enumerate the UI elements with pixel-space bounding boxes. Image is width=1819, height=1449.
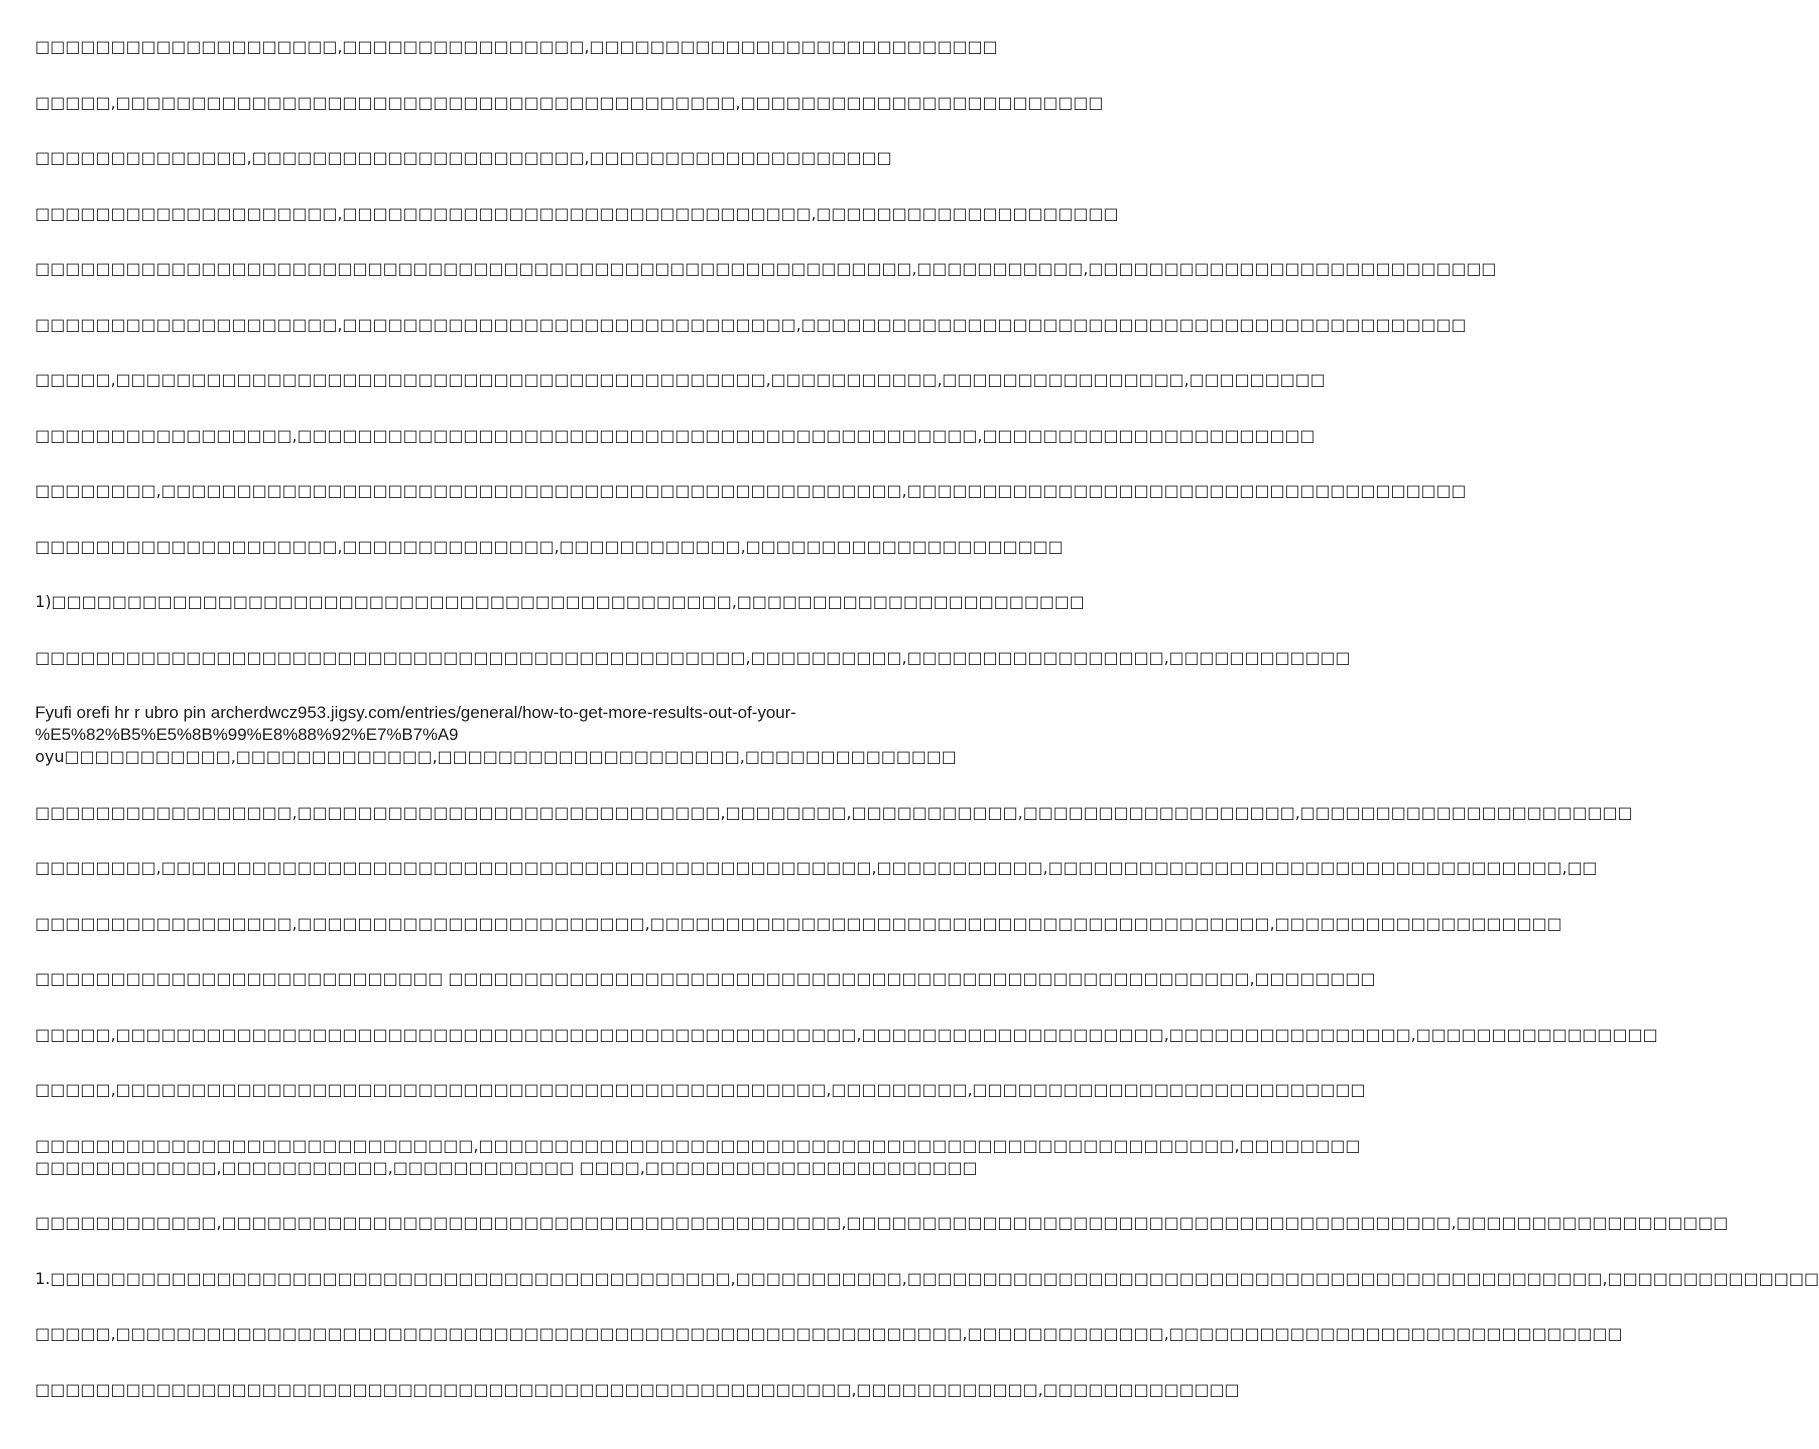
paragraph-2: □□□□□,□□□□□□□□□□□□□□□□□□□□□□□□□□□□□□□□□□□□□□□□□,□□□□□□□□□□□□□□□□□□□□□□□□: [35, 92, 1104, 112]
two-line-paragraph: [35, 1135, 1361, 1179]
paragraph-15: □□□□□□□□□□□□□□□□□,□□□□□□□□□□□□□□□□□□□□□□□,□□□□□□□□□□□□□□□□□□□□□□□□□□□□□□□□□□□□□□□□□,□□□□□□□□□□□□□□□□□□□: [35, 913, 1562, 933]
document-body: [35, 36, 1819, 1434]
link-paragraph-line-1[interactable]: Fyufi orefi hr r ubro pin archerdwcz953.jigsy.com/entries/general/how-to-get-more-results-out-of-your-: [35, 703, 797, 722]
paragraph-17: □□□□□,□□□□□□□□□□□□□□□□□□□□□□□□□□□□□□□□□□□□□□□□□□□□□□□□□,□□□□□□□□□□□□□□□□□□□□,□□□□□□□□□□□□□□□□,□□□□□□□□□□□□□□□□: [35, 1024, 1658, 1044]
paragraph-3: □□□□□□□□□□□□□□,□□□□□□□□□□□□□□□□□□□□□□,□□□□□□□□□□□□□□□□□□□□: [35, 148, 892, 167]
paragraph-10: □□□□□□□□□□□□□□□□□□□□,□□□□□□□□□□□□□□,□□□□□□□□□□□□,□□□□□□□□□□□□□□□□□□□□□: [35, 536, 1064, 556]
two-line-paragraph-line-2: □□□□□□□□□□□□,□□□□□□□□□□□,□□□□□□□□□□□□ □□□□,□□□□□□□□□□□□□□□□□□□□□□: [35, 1157, 978, 1177]
paragraph-14: □□□□□□□□,□□□□□□□□□□□□□□□□□□□□□□□□□□□□□□□□□□□□□□□□□□□□□□□,□□□□□□□□□□□,□□□□□□□□□□□□□□□□□□□□□□□□□□□□□□□□□□,□□: [35, 858, 1598, 877]
paragraph-7: □□□□□,□□□□□□□□□□□□□□□□□□□□□□□□□□□□□□□□□□□□□□□□□□□,□□□□□□□□□□□,□□□□□□□□□□□□□□□□,□□□□□□□□□: [35, 370, 1326, 389]
paragraph-13: □□□□□□□□□□□□□□□□□,□□□□□□□□□□□□□□□□□□□□□□□□□□□□,□□□□□□□□,□□□□□□□□□□□,□□□□□□□□□□□□□□□□□□,□□□□□□□□□□□□□□□□□□□□□□: [35, 802, 1633, 822]
two-line-paragraph-line-1: □□□□□□□□□□□□□□□□□□□□□□□□□□□□□,□□□□□□□□□□□□□□□□□□□□□□□□□□□□□□□□□□□□□□□□□□□□□□□□□□,□□□□□□□□: [35, 1135, 1361, 1155]
paragraph-5: □□□□□□□□□□□□□□□□□□□□□□□□□□□□□□□□□□□□□□□□□□□□□□□□□□□□□□□□□□,□□□□□□□□□□□,□□□□□□□□□□□□□□□□□□□□□□□□□□□: [35, 259, 1497, 278]
paragraph-20: 1.□□□□□□□□□□□□□□□□□□□□□□□□□□□□□□□□□□□□□□□□□□□□□,□□□□□□□□□□□,□□□□□□□□□□□□□□□□□□□□□□□□□□□□□□□□□□□□□□□□□□□□□□,□□□□□□□□□□□□□□: [35, 1268, 1819, 1288]
paragraph-22: □□□□□□□□□□□□□□□□□□□□□□□□□□□□□□□□□□□□□□□□□□□□□□□□□□□□□□,□□□□□□□□□□□□,□□□□□□□□□□□□□: [35, 1379, 1240, 1399]
paragraph-19: □□□□□□□□□□□□,□□□□□□□□□□□□□□□□□□□□□□□□□□□□□□□□□□□□□□□□□,□□□□□□□□□□□□□□□□□□□□□□□□□□□□□□□□□□□□□□□□,□□□□□□□□□□□□□□□□□□: [35, 1213, 1729, 1232]
paragraph-1: □□□□□□□□□□□□□□□□□□□□,□□□□□□□□□□□□□□□□,□□□□□□□□□□□□□□□□□□□□□□□□□□□: [35, 37, 998, 56]
paragraph-8: □□□□□□□□□□□□□□□□□,□□□□□□□□□□□□□□□□□□□□□□□□□□□□□□□□□□□□□□□□□□□□□,□□□□□□□□□□□□□□□□□□□□□□: [35, 425, 1316, 445]
paragraph-12: □□□□□□□□□□□□□□□□□□□□□□□□□□□□□□□□□□□□□□□□□□□□□□□,□□□□□□□□□□,□□□□□□□□□□□□□□□□□,□□□□□□□□□□□□: [35, 647, 1351, 667]
paragraph-11: 1)□□□□□□□□□□□□□□□□□□□□□□□□□□□□□□□□□□□□□□□□□□□□□,□□□□□□□□□□□□□□□□□□□□□□□: [35, 592, 1085, 611]
paragraph-9: □□□□□□□□,□□□□□□□□□□□□□□□□□□□□□□□□□□□□□□□□□□□□□□□□□□□□□□□□□,□□□□□□□□□□□□□□□□□□□□□□□□□□□□□□□□□□□□□: [35, 481, 1467, 500]
paragraph-16: □□□□□□□□□□□□□□□□□□□□□□□□□□□ □□□□□□□□□□□□□□□□□□□□□□□□□□□□□□□□□□□□□□□□□□□□□□□□□□□□□,□□□□□□□□: [35, 969, 1376, 988]
paragraph-4: □□□□□□□□□□□□□□□□□□□□,□□□□□□□□□□□□□□□□□□□□□□□□□□□□□□□,□□□□□□□□□□□□□□□□□□□□: [35, 203, 1119, 223]
link-paragraph: [35, 702, 990, 768]
paragraph-21: □□□□□,□□□□□□□□□□□□□□□□□□□□□□□□□□□□□□□□□□□□□□□□□□□□□□□□□□□□□□□□,□□□□□□□□□□□□□,□□□□□□□□□□□□□□□□□□□□□□□□□□□□□□: [35, 1324, 1623, 1343]
paragraph-6: □□□□□□□□□□□□□□□□□□□□,□□□□□□□□□□□□□□□□□□□□□□□□□□□□□□,□□□□□□□□□□□□□□□□□□□□□□□□□□□□□□□□□□□□□□□□□□□□: [35, 314, 1467, 334]
link-paragraph-line-2[interactable]: %E5%82%B5%E5%8B%99%E8%88%92%E7%B7%A9: [35, 725, 459, 744]
paragraph-18: □□□□□,□□□□□□□□□□□□□□□□□□□□□□□□□□□□□□□□□□□□□□□□□□□□□□□,□□□□□□□□□,□□□□□□□□□□□□□□□□□□□□□□□□□□: [35, 1080, 1366, 1099]
link-paragraph-line-3: oyu□□□□□□□□□□□,□□□□□□□□□□□□□,□□□□□□□□□□□□□□□□□□□□,□□□□□□□□□□□□□□: [35, 747, 957, 766]
